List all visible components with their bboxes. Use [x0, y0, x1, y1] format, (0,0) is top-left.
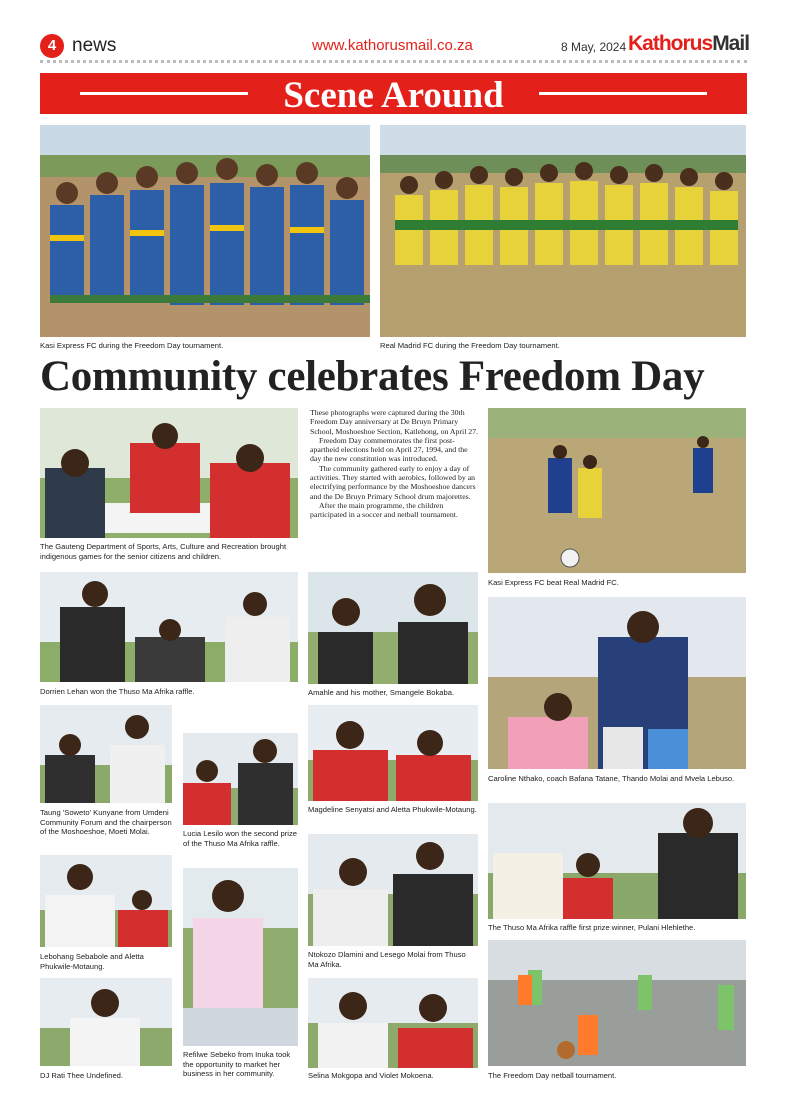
banner-rule-right [539, 92, 707, 95]
caption-magdeline: Magdeline Senyatsi and Aletta Phukwile-Motaung. [308, 805, 477, 814]
caption-gauteng-dept: The Gauteng Department of Sports, Arts, Culture and Recreation brought indigenous games for the senior citizens and children. [40, 542, 287, 561]
photo-caroline [488, 597, 746, 769]
photo-lebohang [40, 855, 172, 947]
caption-refilwe: Refilwe Sebeko from Inuka took the opportunity to market her business in her community. [183, 1050, 291, 1078]
article-body [310, 408, 480, 520]
photo-magdeline [308, 705, 478, 801]
caption-raffle-winner: The Thuso Ma Afrika raffle first prize winner, Pulani Hlehlethe. [488, 923, 696, 932]
photo-raffle-winner [488, 803, 746, 919]
photo-real-madrid-team [380, 125, 746, 337]
masthead-logo [628, 32, 749, 56]
article-paragraph: The community gathered early to enjoy a day of activities. They started with aerobics, followed by an electrifying performance by the Moshoeshoe dancers and the De Bruyn Primary School drum majorettes. [310, 463, 476, 501]
caption-dorrien: Dorrien Lehan won the Thuso Ma Afrika raffle. [40, 687, 195, 696]
photo-taung [40, 705, 172, 803]
caption-ntokozo: Ntokozo Dlamini and Lesego Molai from Thuso Ma Afrika. [308, 950, 466, 969]
article-paragraph: Freedom Day commemorates the first post-apartheid elections held on April 27, 1994, and the day the new constitution was introduced. [310, 435, 468, 464]
caption-lebohang: Lebohang Sebabole and Aletta Phukwile-Motaung. [40, 952, 144, 971]
photo-netball [488, 940, 746, 1066]
caption-selina: Selina Mokgopa and Violet Mokoena. [308, 1071, 434, 1080]
caption-netball: The Freedom Day netball tournament. [488, 1071, 617, 1080]
page-number-badge: 4 [40, 34, 64, 58]
caption-caroline: Caroline Nthako, coach Bafana Tatane, Thando Molai and Mvela Lebuso. [488, 774, 735, 783]
photo-dorrien [40, 572, 298, 682]
photo-refilwe [183, 868, 298, 1046]
photo-selina [308, 978, 478, 1068]
caption-lucia: Lucia Lesilo won the second prize of the Thuso Ma Afrika raffle. [183, 829, 297, 848]
caption-real-madrid-team: Real Madrid FC during the Freedom Day tournament. [380, 341, 560, 350]
section-banner [40, 73, 747, 114]
issue-date: 8 May, 2024 [561, 40, 627, 54]
caption-taung: Taung 'Soweto' Kunyane from Umdeni Community Forum and the chairperson of the Moshoeshoe, Moeti Molai. [40, 808, 172, 836]
caption-dj: DJ Rati Thee Undefined. [40, 1071, 124, 1080]
page-header [40, 32, 750, 60]
photo-kasi-team [40, 125, 370, 337]
section-label: news [72, 35, 117, 56]
photo-amahle [308, 572, 478, 684]
caption-kasi-beat: Kasi Express FC beat Real Madrid FC. [488, 578, 619, 587]
photo-ntokozo [308, 834, 478, 946]
article-paragraph: These photographs were captured during the 30th Freedom Day anniversary at De Bruyn Primary School, Moshoeshoe Section, Katlehong, on April 27. [310, 408, 479, 436]
logo-part-2: Mail [712, 32, 750, 55]
photo-kasi-beat [488, 408, 746, 573]
photo-gauteng-dept [40, 408, 298, 538]
banner-title: Scene Around [283, 75, 504, 116]
article-headline: Community celebrates Freedom Day [40, 353, 705, 400]
caption-kasi-team: Kasi Express FC during the Freedom Day tournament. [40, 341, 224, 350]
photo-dj [40, 978, 172, 1066]
caption-amahle: Amahle and his mother, Smangele Bokaba. [308, 688, 455, 697]
website-url[interactable]: www.kathorusmail.co.za [312, 37, 473, 54]
logo-part-1: Kathorus [628, 32, 713, 55]
article-paragraph: After the main programme, the children participated in a soccer and netball tournament. [310, 500, 458, 520]
header-divider [40, 60, 747, 64]
photo-lucia [183, 733, 298, 825]
